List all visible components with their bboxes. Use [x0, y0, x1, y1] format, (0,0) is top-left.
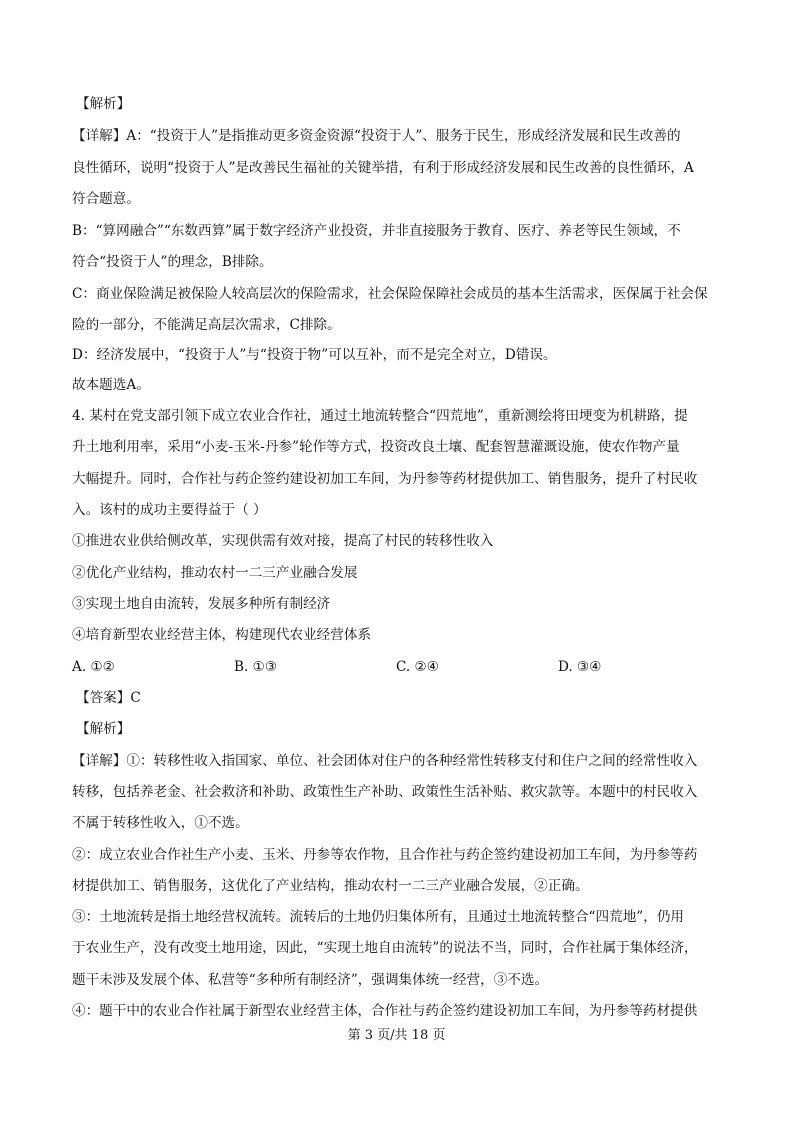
analysis-line: 题干未涉及发展个体、私营等“多种所有制经济”，强调集体统一经营，③不选。 [72, 972, 549, 988]
analysis-line: 不属于转移性收入，①不选。 [72, 815, 249, 831]
statement-2: ②优化产业结构，推动农村一二三产业融合发展 [72, 565, 358, 581]
analysis-line: 于农业生产，没有改变土地用途，因此，“实现土地自由流转”的说法不当，同时，合作社属于集体经济， [72, 940, 698, 956]
option-a: A. ①② [72, 659, 115, 675]
page-number-footer: 第 3 页/共 18 页 [347, 1028, 446, 1043]
analysis-line: 险的一部分，不能满足高层次需求，C排除。 [72, 317, 341, 333]
option-b: B. ①③ [234, 659, 278, 675]
analysis-line: 【详解】①：转移性收入指国家、单位、社会团体对住户的各种经常性转移支付和住户之间的经常性收入 [72, 753, 698, 769]
analysis-line: ④：题干中的农业合作社属于新型农业经营主体，合作社与药企签约建设初加工车间，为丹参等药材提供 [72, 1003, 698, 1019]
analysis-line: C：商业保险满足被保险人较高层次的保险需求，社会保险保障社会成员的基本生活需求，医保属于社会保 [72, 286, 708, 302]
analysis-line: 符合“投资于人”的理念，B排除。 [72, 254, 273, 270]
analysis-line: ②：成立农业合作社生产小麦、玉米、丹参等农作物，且合作社与药企签约建设初加工车间，为丹参等药 [72, 847, 698, 863]
analysis-conclusion: 故本题选A。 [72, 377, 150, 393]
analysis-line: 转移，包括养老金、社会救济和补助、政策性生产补助、政策性生活补贴、救灾款等。本题中的村民收入 [72, 784, 698, 800]
analysis-line: 材提供加工、销售服务，这优化了产业结构，推动农村一二三产业融合发展，②正确。 [72, 878, 589, 894]
analysis-line: 符合题意。 [72, 191, 140, 207]
question-stem-line: 入。该村的成功主要得益于（ ） [72, 502, 267, 518]
question-stem-line: 升土地利用率，采用“小麦-玉米-丹参”轮作等方式，投资改良土壤、配套智慧灌溉设施，使农作物产量 [72, 439, 680, 455]
analysis-line: 【详解】A：“投资于人”是指推动更多资金资源“投资于人”、服务于民生，形成经济发展和民生改善的 [72, 128, 681, 144]
answer-label: 【答案】C [76, 690, 141, 706]
option-d: D. ③④ [558, 659, 602, 675]
section-label-analysis: 【解析】 [76, 96, 131, 112]
statement-3: ③实现土地自由流转，发展多种所有制经济 [72, 596, 331, 612]
analysis-line: D：经济发展中，“投资于人”与“投资于物”可以互补，而不是完全对立，D错误。 [72, 347, 557, 363]
analysis-line: ③：土地流转是指土地经营权流转。流转后的土地仍归集体所有，且通过土地流转整合“四荒地”，仍用 [72, 909, 685, 925]
analysis-line: 良性循环，说明“投资于人”是改善民生福祉的关键举措，有利于形成经济发展和民生改善的良性循环，A [72, 160, 694, 176]
option-c: C. ②④ [396, 659, 439, 675]
question-stem-line: 大幅提升。同时，合作社与药企签约建设初加工车间，为丹参等药材提供加工、销售服务，提升了村民收 [72, 471, 698, 487]
statement-1: ①推进农业供给侧改革，实现供需有效对接，提高了村民的转移性收入 [72, 533, 494, 549]
statement-4: ④培育新型农业经营主体，构建现代农业经营体系 [72, 627, 372, 643]
section-label-analysis: 【解析】 [76, 721, 131, 737]
question-stem-line: 4. 某村在党支部引领下成立农业合作社，通过土地流转整合“四荒地”，重新测绘将田埂变为机耕路，提 [72, 408, 688, 424]
analysis-line: B：“算网融合”“东数西算”属于数字经济产业投资，并非直接服务于教育、医疗、养老等民生领域，不 [72, 223, 681, 239]
